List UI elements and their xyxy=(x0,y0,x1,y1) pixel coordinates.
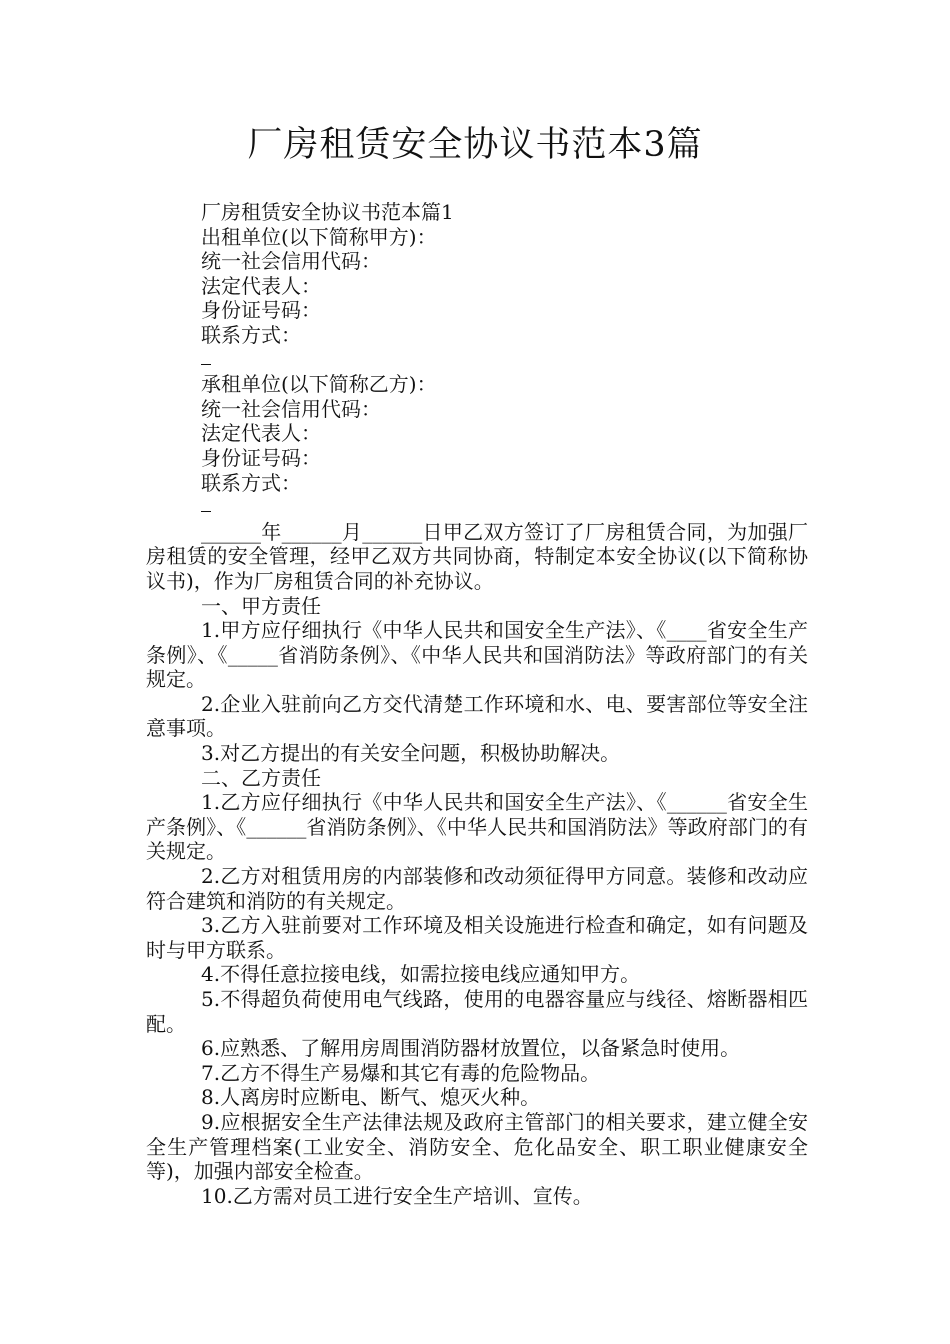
lessor-credit-code-label: 统一社会信用代码： xyxy=(201,249,381,274)
blank-underline xyxy=(146,495,808,520)
party-b-clause: 4.不得任意拉接电线，如需拉接电线应通知甲方。 xyxy=(201,962,641,987)
party-b-clause: 2.乙方对租赁用房的内部装修和改动须征得甲方同意。装修和改动应符合建筑和消防的有关规定。 xyxy=(146,864,808,913)
party-b-clause: 8.人离房时应断电、断气、熄灭火种。 xyxy=(201,1085,541,1110)
party-b-clause: 1.乙方应仔细执行《中华人民共和国安全生产法》、《______省安全生产条例》、《______省消防条例》、《中华人民共和国消防法》等政府部门的有关规定。 xyxy=(146,790,808,864)
party-b-clause: 7.乙方不得生产易爆和其它有毒的危险物品。 xyxy=(201,1060,601,1085)
party-a-clause: 1.甲方应仔细执行《中华人民共和国安全生产法》、《____省安全生产条例》、《_____省消防条例》、《中华人民共和国消防法》等政府部门的有关规定。 xyxy=(146,618,808,692)
document-title: 厂房租赁安全协议书范本3篇 xyxy=(247,125,703,165)
party-b-clause: 3.乙方入驻前要对工作环境及相关设施进行检查和确定，如有问题及时与甲方联系。 xyxy=(146,913,808,962)
lessee-unit-label: 承租单位(以下简称乙方)： xyxy=(201,372,437,397)
lessee-legal-rep-label: 法定代表人： xyxy=(201,421,321,446)
lessor-legal-rep-label: 法定代表人： xyxy=(201,273,321,298)
lessor-id-number-label: 身份证号码： xyxy=(201,298,321,323)
party-b-clause: 10.乙方需对员工进行安全生产培训、宣传。 xyxy=(201,1183,593,1208)
lessee-id-number-label: 身份证号码： xyxy=(201,445,321,470)
lessee-contact-label: 联系方式： xyxy=(201,470,301,495)
document-body xyxy=(146,200,808,1208)
party-a-clause: 2.企业入驻前向乙方交代清楚工作环境和水、电、要害部位等安全注意事项。 xyxy=(146,691,808,741)
party-b-heading: 二、乙方责任 xyxy=(201,765,321,790)
party-b-clause: 9.应根据安全生产法律法规及政府主管部门的相关要求，建立健全安全生产管理档案(工业安全、消防安全、危化品安全、职工职业健康安全等)，加强内部安全检查。 xyxy=(146,1109,808,1184)
lessee-credit-code-label: 统一社会信用代码： xyxy=(201,396,381,421)
party-b-clause: 6.应熟悉、了解用房周围消防器材放置位，以备紧急时使用。 xyxy=(201,1036,741,1061)
intro-paragraph: ______年______月______日甲乙双方签订了厂房租赁合同，为加强厂房租赁的安全管理，经甲乙双方共同协商，特制定本安全协议(以下简称协议书)，作为厂房租赁合同的补充协议。 xyxy=(146,519,808,593)
lessor-unit-label: 出租单位(以下简称甲方)： xyxy=(201,224,437,249)
section-heading: 厂房租赁安全协议书范本篇1 xyxy=(201,200,454,224)
lessor-contact-label: 联系方式： xyxy=(201,322,301,347)
party-a-heading: 一、甲方责任 xyxy=(201,593,321,618)
blank-underline xyxy=(146,348,808,373)
party-a-clause: 3.对乙方提出的有关安全问题，积极协助解决。 xyxy=(201,741,621,766)
party-b-clause: 5.不得超负荷使用电气线路，使用的电器容量应与线径、熔断器相匹配。 xyxy=(146,987,808,1036)
